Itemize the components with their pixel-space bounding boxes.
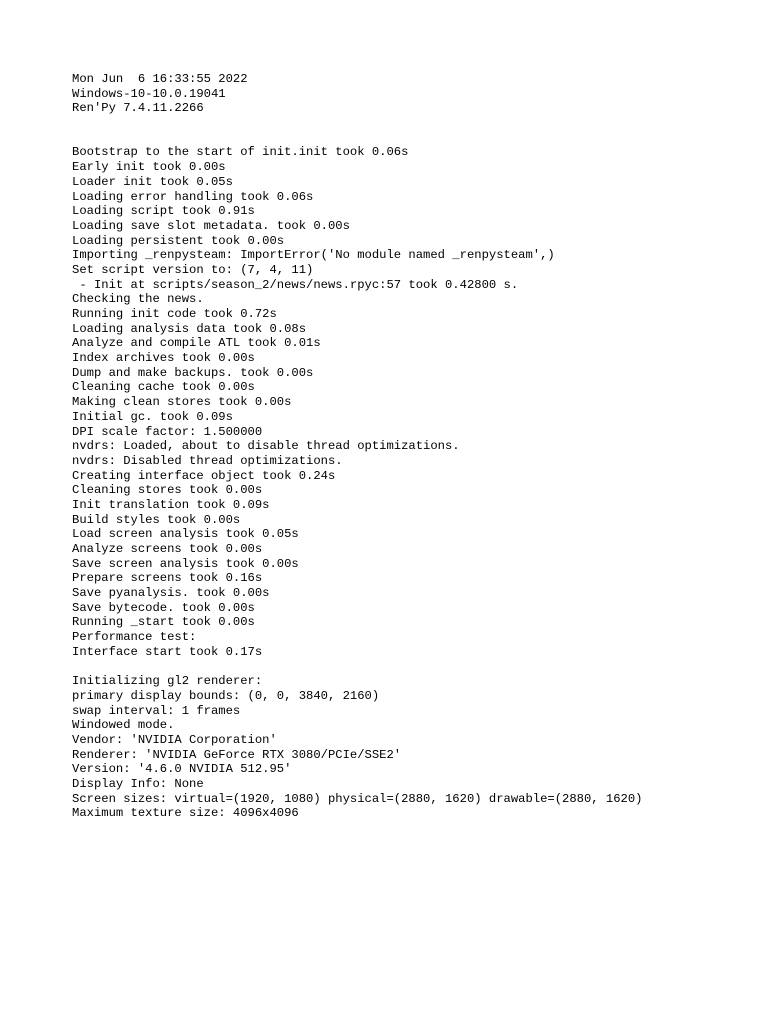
- log-line: Loading analysis data took 0.08s: [72, 321, 307, 336]
- log-line: Importing _renpysteam: ImportError('No module named _renpysteam',): [72, 248, 555, 263]
- log-line: Initializing gl2 renderer:: [72, 674, 263, 689]
- log-line: Performance test:: [72, 630, 197, 645]
- log-line: - Init at scripts/season_2/news/news.rpyc:57 took 0.42800 s.: [72, 277, 519, 292]
- log-line: Prepare screens took 0.16s: [72, 571, 263, 586]
- log-line: Running _start took 0.00s: [72, 615, 255, 630]
- log-line: Early init took 0.00s: [72, 160, 226, 175]
- log-line: Screen sizes: virtual=(1920, 1080) physical=(2880, 1620) drawable=(2880, 1620): [72, 791, 643, 806]
- log-line: Set script version to: (7, 4, 11): [72, 262, 314, 277]
- log-line: Loading error handling took 0.06s: [72, 189, 314, 204]
- renderer-log-section: [72, 674, 752, 821]
- log-line: Index archives took 0.00s: [72, 351, 255, 366]
- log-line: Maximum texture size: 4096x4096: [72, 806, 299, 821]
- log-line: Running init code took 0.72s: [72, 307, 277, 322]
- log-line: swap interval: 1 frames: [72, 703, 241, 718]
- log-line: Making clean stores took 0.00s: [72, 395, 292, 410]
- log-document: [72, 72, 752, 821]
- log-line: Loader init took 0.05s: [72, 174, 233, 189]
- log-line: Init translation took 0.09s: [72, 497, 270, 512]
- log-line: Initial gc. took 0.09s: [72, 409, 233, 424]
- log-line: Loading save slot metadata. took 0.00s: [72, 218, 350, 233]
- log-line: Vendor: 'NVIDIA Corporation': [72, 732, 277, 747]
- log-line: Dump and make backups. took 0.00s: [72, 365, 314, 380]
- log-line: Analyze and compile ATL took 0.01s: [72, 336, 321, 351]
- log-line: Cleaning cache took 0.00s: [72, 380, 255, 395]
- log-line: Display Info: None: [72, 777, 204, 792]
- log-line: Windowed mode.: [72, 718, 175, 733]
- log-line: Save pyanalysis. took 0.00s: [72, 586, 270, 601]
- log-line: Save bytecode. took 0.00s: [72, 600, 255, 615]
- log-line: primary display bounds: (0, 0, 3840, 2160): [72, 688, 380, 703]
- log-line: Windows-10-10.0.19041: [72, 86, 226, 101]
- blank-gap: [72, 116, 752, 145]
- log-line: Interface start took 0.17s: [72, 644, 263, 659]
- log-line: Analyze screens took 0.00s: [72, 542, 263, 557]
- log-line: Build styles took 0.00s: [72, 512, 241, 527]
- blank-gap: [72, 660, 752, 675]
- log-line: Loading script took 0.91s: [72, 204, 255, 219]
- log-line: Version: '4.6.0 NVIDIA 512.95': [72, 762, 292, 777]
- log-line: Creating interface object took 0.24s: [72, 468, 336, 483]
- log-line: nvdrs: Loaded, about to disable thread optimizations.: [72, 439, 460, 454]
- log-line: Bootstrap to the start of init.init took 0.06s: [72, 145, 409, 160]
- init-log-section: [72, 145, 752, 659]
- log-line: Mon Jun 6 16:33:55 2022: [72, 72, 248, 86]
- log-header: [72, 72, 752, 116]
- log-line: DPI scale factor: 1.500000: [72, 424, 263, 439]
- log-line: Loading persistent took 0.00s: [72, 233, 285, 248]
- log-line: Checking the news.: [72, 292, 204, 307]
- log-line: nvdrs: Disabled thread optimizations.: [72, 453, 343, 468]
- log-line: Ren'Py 7.4.11.2266: [72, 101, 204, 116]
- log-line: Renderer: 'NVIDIA GeForce RTX 3080/PCIe/SSE2': [72, 747, 402, 762]
- log-line: Load screen analysis took 0.05s: [72, 527, 299, 542]
- log-line: Save screen analysis took 0.00s: [72, 556, 299, 571]
- log-line: Cleaning stores took 0.00s: [72, 483, 263, 498]
